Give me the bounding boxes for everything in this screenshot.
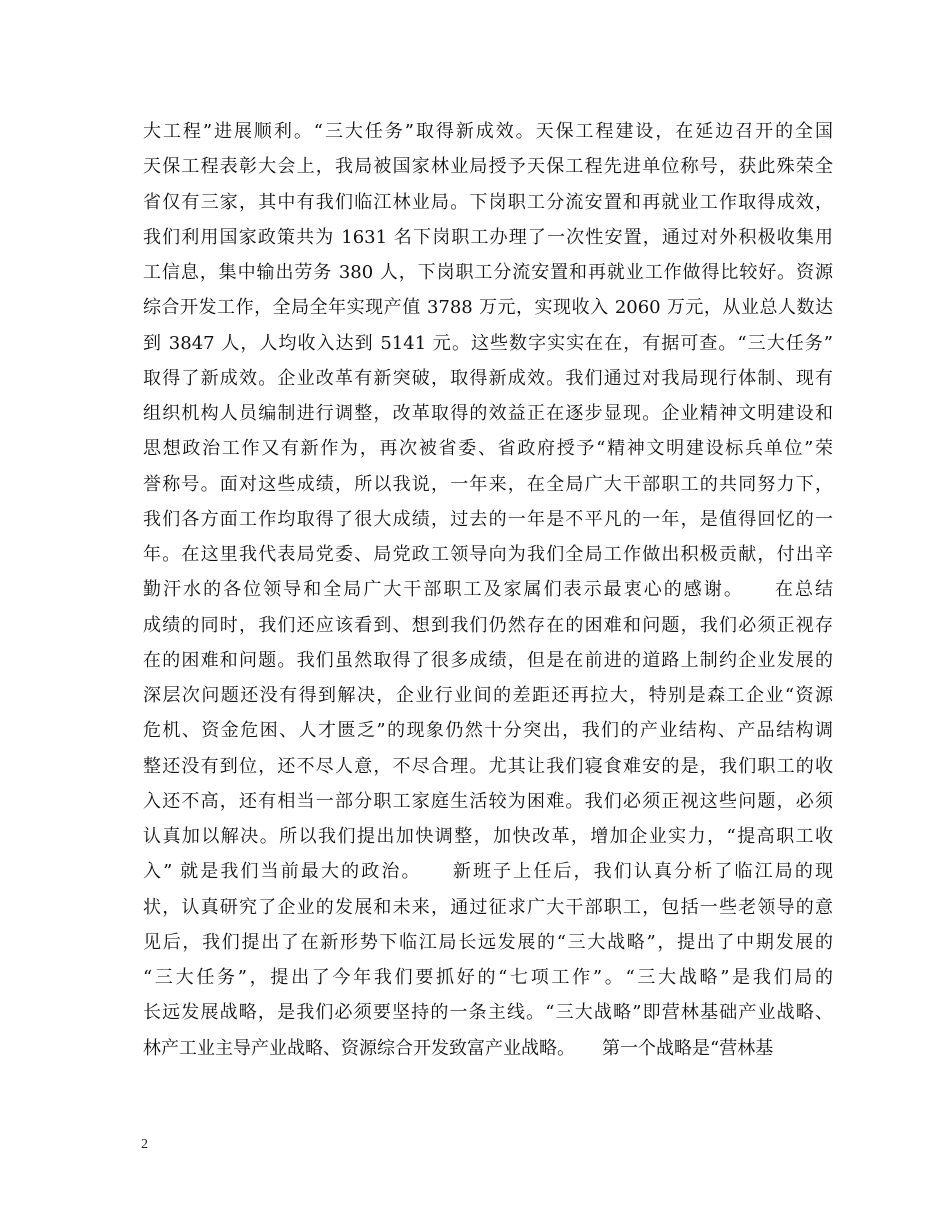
text-line: 认真加以解决。所以我们提出加快调整，加快改革，增加企业实力，“提高职工收 [143,826,833,847]
text-line: 整还没有到位，还不尽人意，不尽合理。尤其让我们寝食难安的是，我们职工的收 [143,755,833,777]
text-line: 到 3847 人，人均收入达到 5141 元。这些数字实实在在，有据可查。“三大任务” [143,332,833,354]
text-line: “三大任务”，提出了今年我们要抓好的“七项工作”。“三大战略”是我们局的 [143,967,833,988]
text-line: 在的困难和问题。我们虽然取得了很多成绩，但是在前进的道路上制约企业发展的 [143,649,833,671]
text-line: 状，认真研究了企业的发展和未来，通过征求广大干部职工，包括一些老领导的意 [143,896,833,918]
text-line: 取得了新成效。企业改革有新突破，取得新成效。我们通过对我局现行体制、现有 [143,367,833,389]
text-line: 成绩的同时，我们还应该看到、想到我们仍然存在的困难和问题，我们必须正视存 [143,614,833,636]
text-line: 誉称号。面对这些成绩，所以我说，一年来，在全局广大干部职工的共同努力下， [143,473,833,495]
text-line: 工信息，集中输出劳务 380 人，下岗职工分流安置和再就业工作做得比较好。资源 [143,262,833,283]
text-line: 入” 就是我们当前最大的政治。 新班子上任后，我们认真分析了临江局的现 [143,861,833,883]
text-line: 天保工程表彰大会上，我局被国家林业局授予天保工程先进单位称号，获此殊荣全 [143,156,833,178]
page-number: 2 [141,1137,148,1152]
text-line: 年。在这里我代表局党委、局党政工领导向为我们全局工作做出积极贡献，付出辛 [143,544,833,565]
text-line: 省仅有三家，其中有我们临江林业局。下岗职工分流安置和再就业工作取得成效， [143,191,833,213]
body-text [143,114,833,1066]
text-line: 危机、资金危困、人才匮乏”的现象仍然十分突出，我们的产业结构、产品结构调 [143,720,833,742]
text-line: 我们利用国家政策共为 1631 名下岗职工办理了一次性安置，通过对外积极收集用 [143,226,833,248]
text-line: 入还不高，还有相当一部分职工家庭生活较为困难。我们必须正视这些问题，必须 [143,790,833,812]
text-line: 综合开发工作，全局全年实现产值 3788 万元，实现收入 2060 万元，从业总人数达 [143,297,833,319]
text-line: 勤汗水的各位领导和全局广大干部职工及家属们表示最衷心的感谢。 在总结 [143,579,833,601]
text-line: 林产工业主导产业战略、资源综合开发致富产业战略。 第一个战略是“营林基 [143,1037,774,1059]
text-line: 长远发展战略，是我们必须要坚持的一条主线。“三大战略”即营林基础产业战略、 [143,1002,833,1024]
text-line: 见后，我们提出了在新形势下临江局长远发展的“三大战略”，提出了中期发展的 [143,931,833,953]
text-line: 大工程”进展顺利。“三大任务”取得新成效。天保工程建设，在延边召开的全国 [143,121,833,142]
text-line: 思想政治工作又有新作为，再次被省委、省政府授予“精神文明建设标兵单位”荣 [143,438,833,460]
text-line: 深层次问题还没有得到解决，企业行业间的差距还再拉大，特别是森工企业“资源 [143,685,833,706]
text-line: 组织机构人员编制进行调整，改革取得的效益正在逐步显现。企业精神文明建设和 [143,403,833,424]
text-line: 我们各方面工作均取得了很大成绩，过去的一年是不平凡的一年，是值得回忆的一 [143,508,833,530]
